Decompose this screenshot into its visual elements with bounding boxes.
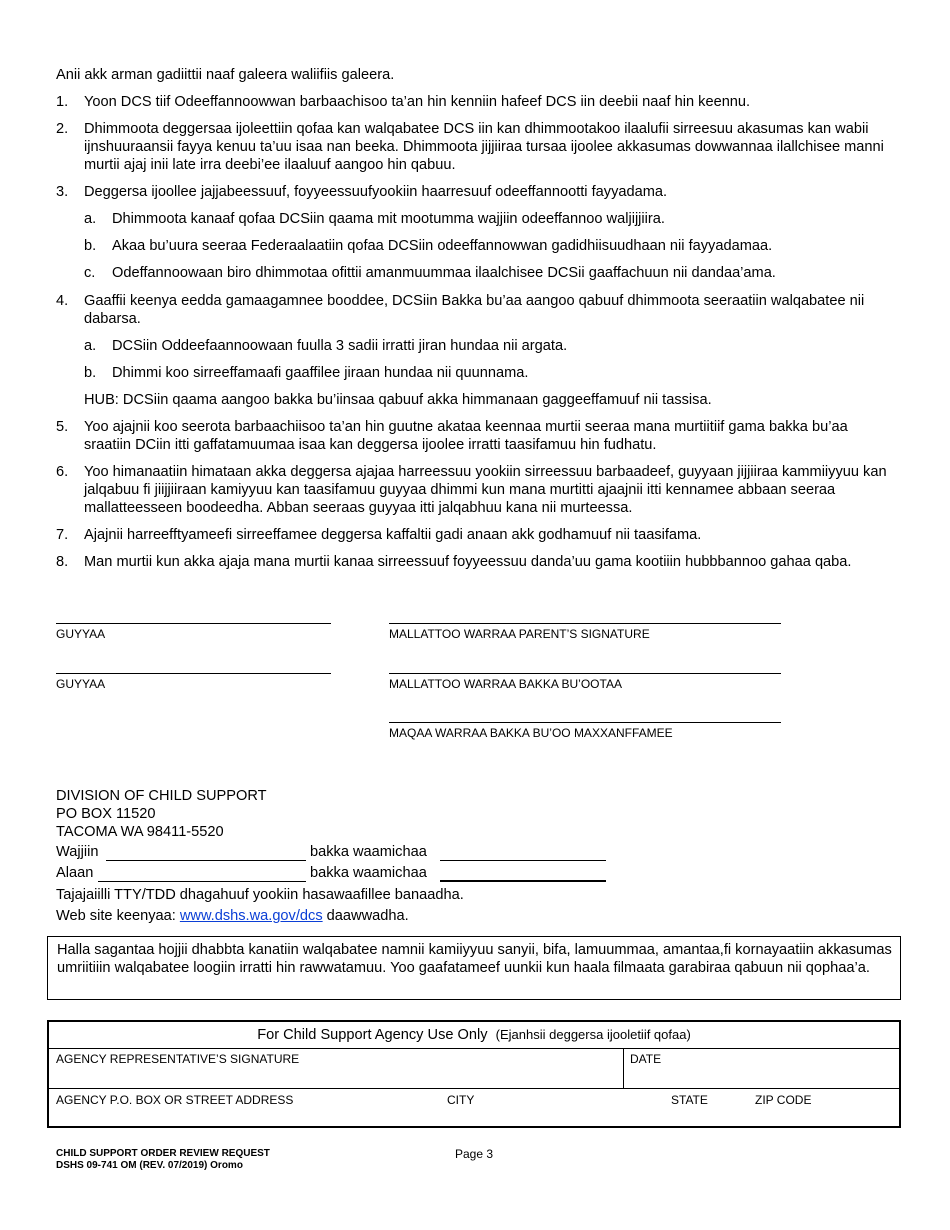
website-link[interactable]: www.dshs.wa.gov/dcs bbox=[179, 908, 323, 924]
sub-item-4a bbox=[84, 337, 884, 355]
item-text: Yoon DCS tiif Odeeffannoowwan barbaachisoo ta’an hin kenniin hafeef DCS iin deebii naaf hin keennu. bbox=[84, 94, 751, 110]
list-item-5 bbox=[56, 418, 896, 454]
toll-free-field[interactable] bbox=[98, 881, 306, 882]
intro-text: Anii akk arman gadiittii naaf galeera waliifiis galeera. bbox=[56, 67, 395, 83]
parent-signature-label: MALLATTOO WARRAA PARENT’S SIGNATURE bbox=[389, 627, 650, 641]
item-text: Dhimmoota deggersaa ijoleettiin qofaa kan walqabatee DCS iin kan dhimmootakoo ilaalufii sirreesuu akasumas kan wabii ijnshuuraansii fayya kenuu ta’uu isaa nan beeka. Dhimmoota jijjiiraa tursaa ijoolee akkasumas dowwannaa ilallchisee manni murtii ajaj inii late irra deebi’ee ilaaluuf aangoo hin qabuu. bbox=[84, 121, 884, 173]
form-number: DSHS 09-741 OM (REV. 07/2019) Oromo bbox=[56, 1160, 243, 1171]
sub-item-letter: a. bbox=[84, 211, 97, 227]
sub-item-text: Dhimmoota kanaaf qofaa DCSiin qaama mit mootumma wajjiin odeeffannoo waljijjiira. bbox=[112, 211, 665, 227]
nondiscrimination-notice: Halla sagantaa hojjii dhabbta kanatiin walqabatee namnii kamiiyyuu sanyii, bifa, lamuummaa, amantaa,fi kornayaatiin akkasumas umriitiiin walqabatee loogiin irratti hin rawwatamuu. Yoo gaafatameef uunkii kun haala filmaata garabiraa qabuun nii qophaa’a. bbox=[47, 936, 901, 1000]
date-line-2[interactable] bbox=[56, 673, 331, 674]
list-item-6 bbox=[56, 463, 896, 517]
website-suffix: daawwadha. bbox=[322, 908, 409, 924]
agency-box-subtitle: (Ejanhsii deggersa ijooletiif qofaa) bbox=[495, 1027, 691, 1042]
item-text: Ajajnii harreefftyameefi sirreeffamee deggersa kaffaltii gadi anaan akk godhamuuf nii taasifama. bbox=[84, 527, 702, 543]
item-text: Yoo ajajnii koo seerota barbaachiisoo ta’an hin guutne akataa keennaa murtii seeraa mana murtiitiif gama bakka bu’aa sraatiin DCiin itti gaffatamuumaa isaa kan deggersa ijoolee irratti taasifamuu hin fudhatu. bbox=[84, 419, 848, 453]
date-label-1: GUYYAA bbox=[56, 627, 106, 641]
toll-free-number-field[interactable] bbox=[440, 880, 606, 882]
representative-signature-label: MALLATTOO WARRAA BAKKA BU’OOTAA bbox=[389, 677, 622, 691]
agency-box-title: For Child Support Agency Use Only bbox=[257, 1027, 488, 1043]
local-phone-caption: bakka waamichaa bbox=[310, 844, 427, 860]
sub-item-text: Odeffannoowaan biro dhimmotaa ofittii amanmuummaa ilaalchisee DCSii gaaffachuun nii dandaa’ama. bbox=[112, 265, 776, 281]
address-line-1: DIVISION OF CHILD SUPPORT bbox=[56, 788, 267, 804]
list-item-4 bbox=[56, 292, 896, 328]
sub-item-text: Akaa bu’uura seeraa Federaalaatiin qofaa DCSiin odeeffannowwan gadidhiisuudhaan nii fayyadamaa. bbox=[112, 238, 773, 254]
agency-signature-row bbox=[49, 1048, 899, 1089]
tty-note: Tajajaiilli TTY/TDD dhagahuuf yookiin hasawaafillee banaadha. bbox=[56, 887, 464, 903]
sub-item-text: Dhimmi koo sirreeffamaafi gaaffilee jiraan hundaa nii quunnama. bbox=[112, 365, 529, 381]
item-text: Yoo himanaatiin himataan akka deggersa ajajaa harreessuu yookiin sirreessuu barbaadeef, guyyaan jijjiiraa kammiiyyuu kan jalqabuu fi jiijjiiraan kamiyyuu kan taasifamuu guyyaa dhimmi kun mana murtitti ajaajnii itti kennamee abbaan seeraa mallatteesseen boodeedha. Abban seeraas guyyaa itti jalqabhuu kana nii murteessa. bbox=[84, 464, 887, 516]
representative-name-line[interactable] bbox=[389, 722, 781, 723]
hub-note: HUB: DCSiin qaama aangoo bakka bu’iinsaa qabuuf akka himmanaan gaggeeffamuuf nii tassisa. bbox=[84, 392, 712, 408]
list-item-1 bbox=[56, 93, 896, 111]
list-item-7 bbox=[56, 526, 896, 544]
sub-item-4b bbox=[84, 364, 884, 382]
list-item-8 bbox=[56, 553, 896, 571]
list-item-2 bbox=[56, 120, 896, 174]
sub-item-text: DCSiin Oddeefaannoowaan fuulla 3 sadii irratti jiran hundaa nii argata. bbox=[112, 338, 568, 354]
sub-item-3b bbox=[84, 237, 884, 255]
address-line-2: PO BOX 11520 bbox=[56, 806, 156, 822]
address-line-3: TACOMA WA 98411-5520 bbox=[56, 824, 224, 840]
form-title: CHILD SUPPORT ORDER REVIEW REQUEST bbox=[56, 1148, 270, 1159]
website-line bbox=[56, 907, 409, 925]
parent-signature-line[interactable] bbox=[389, 623, 781, 624]
local-phone-label: Wajjiin bbox=[56, 844, 99, 860]
toll-free-caption: bakka waamichaa bbox=[310, 865, 427, 881]
agency-state-label: STATE bbox=[671, 1093, 708, 1107]
representative-name-label: MAQAA WARRAA BAKKA BU’OO MAXXANFFAMEE bbox=[389, 726, 673, 740]
form-footer bbox=[56, 1148, 270, 1172]
sub-item-letter: b. bbox=[84, 365, 97, 381]
item-number: 2. bbox=[56, 121, 69, 137]
sub-item-letter: a. bbox=[84, 338, 97, 354]
agency-box-header bbox=[49, 1022, 899, 1049]
local-number-field[interactable] bbox=[440, 860, 606, 861]
item-number: 7. bbox=[56, 527, 69, 543]
sub-item-3a bbox=[84, 210, 884, 228]
toll-free-label: Alaan bbox=[56, 865, 94, 881]
item-number: 3. bbox=[56, 184, 69, 200]
item-text: Man murtii kun akka ajaja mana murtii kanaa sirreessuuf foyyeessuu danda’uu gama kootiiin hubbbannoo gahaa qaba. bbox=[84, 554, 852, 570]
sub-item-letter: b. bbox=[84, 238, 97, 254]
sub-item-letter: c. bbox=[84, 265, 96, 281]
item-number: 5. bbox=[56, 419, 69, 435]
list-item-3 bbox=[56, 183, 896, 201]
date-line-1[interactable] bbox=[56, 623, 331, 624]
item-text: Deggersa ijoollee jajjabeessuuf, foyyeessuufyookiin haarresuuf odeeffannootti fayyadama. bbox=[84, 184, 668, 200]
page-number: Page 3 bbox=[455, 1147, 494, 1161]
item-number: 6. bbox=[56, 464, 69, 480]
website-prefix: Web site keenyaa: bbox=[56, 908, 180, 924]
agency-date-label: DATE bbox=[630, 1052, 662, 1066]
agency-signature-label: AGENCY REPRESENTATIVE’S SIGNATURE bbox=[56, 1052, 300, 1066]
representative-signature-line[interactable] bbox=[389, 673, 781, 674]
item-number: 8. bbox=[56, 554, 69, 570]
item-number: 4. bbox=[56, 293, 69, 309]
item-number: 1. bbox=[56, 94, 69, 110]
agency-zip-label: ZIP CODE bbox=[755, 1093, 812, 1107]
column-divider bbox=[623, 1048, 624, 1088]
sub-item-3c bbox=[84, 264, 884, 282]
local-phone-field[interactable] bbox=[106, 860, 306, 861]
date-label-2: GUYYAA bbox=[56, 677, 106, 691]
item-text: Gaaffii keenya eedda gamaagamnee booddee, DCSiin Bakka bu’aa aangoo qabuuf dhimmoota seeraatiin walqabatee nii dabarsa. bbox=[84, 293, 865, 327]
agency-city-label: CITY bbox=[447, 1093, 475, 1107]
agency-use-box bbox=[47, 1020, 901, 1128]
agency-address-label: AGENCY P.O. BOX OR STREET ADDRESS bbox=[56, 1093, 294, 1107]
